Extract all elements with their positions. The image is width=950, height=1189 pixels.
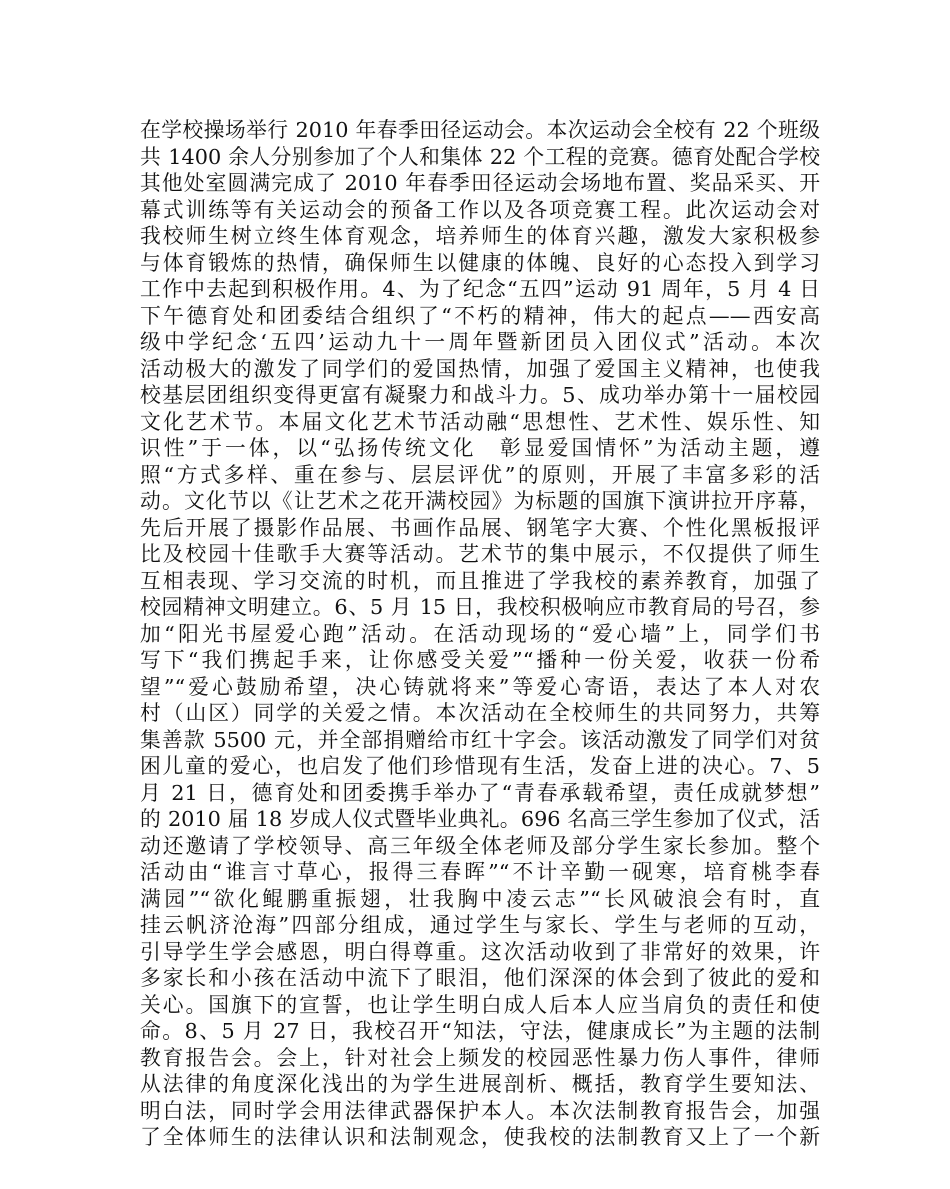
text-line: 多家长和小孩在活动中流下了眼泪，他们深深的体会到了彼此的爱和	[140, 966, 820, 990]
text-line: 活动极大的激发了同学们的爱国热情，加强了爱国主义精神，也使我	[140, 356, 820, 381]
text-line: 关心。国旗下的宣誓，也让学生明白成人后本人应当肩负的责任和使	[140, 992, 820, 1017]
text-line: 文化艺术节。本届文化艺术节活动融“思想性、艺术性、娱乐性、知	[140, 409, 820, 434]
text-line: 校园精神文明建立。6、5 月 15 日，我校积极响应市教育局的号召，参	[140, 595, 820, 619]
text-line: 其他处室圆满完成了 2010 年春季田径运动会场地布置、奖品采买、开	[140, 171, 820, 195]
text-line: 校基层团组织变得更富有凝聚力和战斗力。5、成功举办第十一届校园	[140, 383, 820, 407]
text-line: 动还邀请了学校领导、高三年级全体老师及部分学生家长参加。整个	[140, 833, 820, 858]
text-line: 困儿童的爱心，也启发了他们珍惜现有生活，发奋上进的决心。7、5	[140, 754, 820, 778]
text-line: 互相表现、学习交流的时机，而且推进了学我校的素养教育，加强了	[140, 568, 820, 593]
text-line: 与体育锻炼的热情，确保师生以健康的体魄、良好的心态投入到学习	[140, 250, 820, 275]
text-line: 明白法，同时学会用法律武器保护本人。本次法制教育报告会，加强	[140, 1098, 820, 1123]
text-line: 照“方式多样、重在参与、层层评优”的原则，开展了丰富多彩的活	[140, 462, 820, 487]
text-line: 幕式训练等有关运动会的预备工作以及各项竞赛工程。此次运动会对	[140, 197, 820, 222]
text-line: 识性”于一体，以“弘扬传统文化 彰显爱国情怀”为活动主题，遵	[140, 436, 820, 460]
text-line: 共 1400 余人分别参加了个人和集体 22 个工程的竞赛。德育处配合学校	[140, 144, 820, 169]
text-line: 从法律的角度深化浅出的为学生进展剖析、概括，教育学生要知法、	[140, 1072, 820, 1096]
text-line: 工作中去起到积极作用。4、为了纪念“五四”运动 91 周年，5 月 4 日	[140, 277, 820, 301]
text-line: 我校师生树立终生体育观念，培养师生的体育兴趣，激发大家积极参	[140, 224, 820, 248]
text-line: 加“阳光书屋爱心跑”活动。在活动现场的“爱心墙”上，同学们书	[140, 621, 820, 646]
text-line: 月 21 日，德育处和团委携手举办了“青春承载希望，责任成就梦想”	[140, 780, 820, 805]
body-text	[140, 117, 820, 1151]
text-line: 写下“我们携起手来，让你感受关爱”“播种一份关爱，收获一份希	[140, 648, 820, 672]
text-line: 比及校园十佳歌手大赛等活动。艺术节的集中展示，不仅提供了师生	[140, 542, 820, 566]
text-line: 挂云帆济沧海”四部分组成，通过学生与家长、学生与老师的互动，	[140, 913, 820, 937]
text-line: 引导学生学会感恩，明白得尊重。这次活动收到了非常好的效果，许	[140, 939, 820, 964]
text-line: 命。8、5 月 27 日，我校召开“知法，守法，健康成长”为主题的法制	[140, 1019, 820, 1043]
text-line: 动。文化节以《让艺术之花开满校园》为标题的国旗下演讲拉开序幕，	[140, 489, 820, 513]
text-line: 满园”“欲化鲲鹏重振翅，壮我胸中凌云志”“长风破浪会有时，直	[140, 886, 820, 911]
text-line: 先后开展了摄影作品展、书画作品展、钢笔字大赛、个性化黑板报评	[140, 515, 820, 540]
text-line: 了全体师生的法律认识和法制观念，使我校的法制教育又上了一个新	[140, 1125, 820, 1149]
text-line: 的 2010 届 18 岁成人仪式暨毕业典礼。696 名高三学生参加了仪式，活	[140, 807, 820, 831]
text-line: 在学校操场举行 2010 年春季田径运动会。本次运动会全校有 22 个班级	[140, 118, 820, 142]
text-line: 望”“爱心鼓励希望，决心铸就将来”等爱心寄语，表达了本人对农	[140, 674, 820, 699]
text-line: 级中学纪念‘五四’运动九十一周年暨新团员入团仪式”活动。本次	[140, 330, 820, 354]
text-line: 下午德育处和团委结合组织了“不朽的精神，伟大的起点——西安高	[140, 303, 820, 328]
text-line: 集善款 5500 元，并全部捐赠给市红十字会。该活动激发了同学们对贫	[140, 727, 820, 752]
text-line: 村（山区）同学的关爱之情。本次活动在全校师生的共同努力，共筹	[140, 701, 820, 725]
text-line: 教育报告会。会上，针对社会上频发的校园恶性暴力伤人事件，律师	[140, 1045, 820, 1070]
text-line: 活动由“谁言寸草心，报得三春晖”“不计辛勤一砚寒，培育桃李春	[140, 860, 820, 884]
